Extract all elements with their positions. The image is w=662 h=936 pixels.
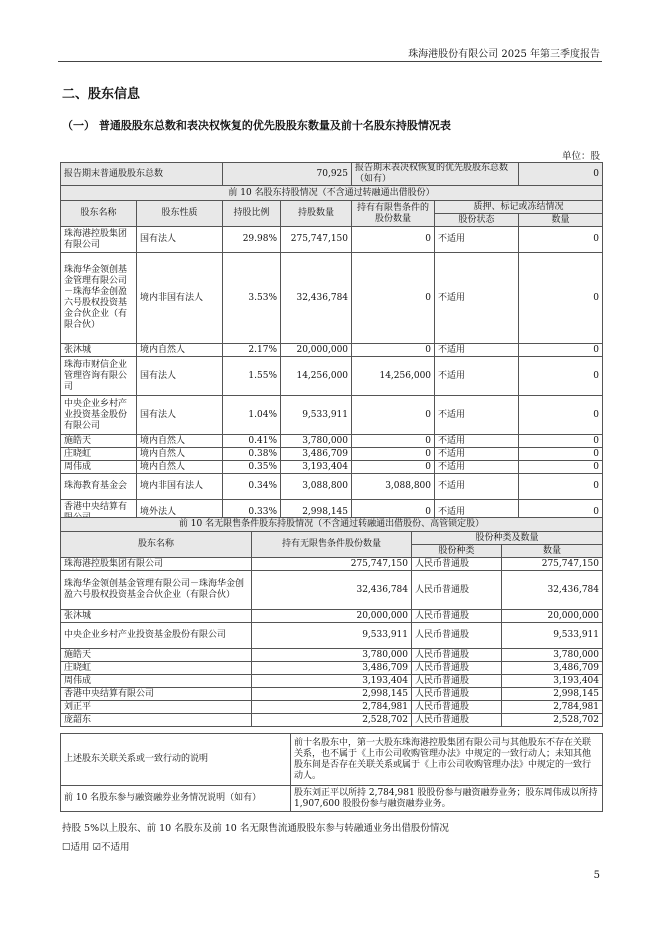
holder-ratio: 0.33% [223, 500, 281, 526]
holder-restricted: 0 [352, 448, 435, 461]
holder-ratio: 29.98% [223, 227, 281, 253]
col-header-count: 数量 [519, 214, 603, 227]
holder-name: 珠海教育基金会 [61, 474, 137, 500]
unrestricted-title: 前 10 名无限售条件股东持股情况（不含通过转融通出借股份、高管锁定股） [61, 518, 603, 532]
holder-restricted: 0 [352, 461, 435, 474]
section-title: 二、股东信息 [62, 87, 141, 102]
table-row [61, 396, 603, 435]
holder-ratio: 3.53% [223, 253, 281, 344]
share-count: 2,784,981 [502, 701, 603, 714]
holder-name: 珠海港控股集团有限公司 [61, 558, 252, 571]
share-count: 3,486,709 [502, 662, 603, 675]
share-type: 人民币普通股 [412, 662, 502, 675]
holder-status: 不适用 [435, 396, 519, 435]
table-row [61, 688, 603, 701]
share-count: 2,998,145 [502, 688, 603, 701]
relation-text: 前十名股东中，第一大股东珠海港控股集团有限公司与其他股东不存在关联关系，也不属于《上市公司收购管理办法》中规定的一致行动人；未知其他股东间是否存在关联关系或属于《上市公司收购管理办法》中规定的一致行动人。 [291, 734, 603, 786]
holder-count: 0 [519, 461, 603, 474]
holder-ratio: 1.55% [223, 357, 281, 396]
pref-holders-label: 报告期末表决权恢复的优先股股东总数（如有） [352, 163, 519, 186]
holder-status: 不适用 [435, 435, 519, 448]
col-header-qty: 持有无限售条件股份数量 [252, 532, 412, 558]
share-type: 人民币普通股 [412, 571, 502, 610]
share-type: 人民币普通股 [412, 610, 502, 623]
top10-shareholders-table [60, 162, 603, 526]
table-row [61, 610, 603, 623]
holder-name: 珠海港控股集团有限公司 [61, 227, 137, 253]
holder-status: 不适用 [435, 461, 519, 474]
table-row [61, 357, 603, 396]
holder-qty: 3,193,404 [252, 675, 412, 688]
holder-ratio: 0.35% [223, 461, 281, 474]
holder-name: 张沐城 [61, 344, 137, 357]
holder-name: 庞韶东 [61, 714, 252, 727]
share-type: 人民币普通股 [412, 649, 502, 662]
holder-status: 不适用 [435, 448, 519, 461]
table-row [61, 571, 603, 610]
col-header-restricted: 持有有限售条件的股份数量 [352, 201, 435, 227]
holder-nature: 国有法人 [137, 227, 223, 253]
holder-nature: 境内自然人 [137, 448, 223, 461]
col-header-status: 股份状态 [435, 214, 519, 227]
table-row [61, 558, 603, 571]
holder-name: 庄晓虹 [61, 662, 252, 675]
table-row [61, 662, 603, 675]
unit-label: 单位：股 [561, 151, 600, 162]
top10-title: 前 10 名股东持股情况（不含通过转融通出借股份） [61, 186, 603, 201]
share-count: 275,747,150 [502, 558, 603, 571]
holder-qty: 9,533,911 [281, 396, 352, 435]
holder-count: 0 [519, 227, 603, 253]
holder-count: 0 [519, 396, 603, 435]
col-header-name: 股东名称 [61, 532, 252, 558]
table-row [61, 474, 603, 500]
holder-name: 珠海华金领创基金管理有限公司－珠海华金创盈六号股权投资基金合伙企业（有限合伙） [61, 571, 252, 610]
holder-name: 施皓天 [61, 649, 252, 662]
holder-status: 不适用 [435, 357, 519, 396]
holder-status: 不适用 [435, 344, 519, 357]
holder-name: 周伟成 [61, 461, 137, 474]
col-header-ratio: 持股比例 [223, 201, 281, 227]
share-type: 人民币普通股 [412, 623, 502, 649]
pref-holders-value: 0 [519, 163, 603, 186]
holder-count: 0 [519, 448, 603, 461]
holder-qty: 32,436,784 [252, 571, 412, 610]
applicability-checkboxes: ☐适用 ☑不适用 [62, 842, 130, 853]
share-count: 20,000,000 [502, 610, 603, 623]
holder-qty: 2,784,981 [252, 701, 412, 714]
col-header-nature: 股东性质 [137, 201, 223, 227]
share-type: 人民币普通股 [412, 558, 502, 571]
holder-nature: 境内自然人 [137, 461, 223, 474]
holder-status: 不适用 [435, 500, 519, 526]
holder-count: 0 [519, 357, 603, 396]
share-count: 2,528,702 [502, 714, 603, 727]
holder-status: 不适用 [435, 227, 519, 253]
holder-qty: 3,193,404 [281, 461, 352, 474]
holder-qty: 2,998,145 [252, 688, 412, 701]
holder-nature: 境内非国有法人 [137, 253, 223, 344]
summary-row [61, 163, 603, 186]
margin-text: 股东刘正平以所持 2,784,981 股股份参与融资融券业务；股东周伟成以所持 1,907,600 股股份参与融资融券业务。 [291, 786, 603, 812]
holder-count: 0 [519, 435, 603, 448]
lending-note: 持股 5%以上股东、前 10 名股东及前 10 名无限售流通股股东参与转融通业务出借股份情况 [62, 823, 449, 834]
holder-qty: 3,088,800 [281, 474, 352, 500]
holder-qty: 3,780,000 [252, 649, 412, 662]
header-divider [58, 61, 602, 62]
holder-name: 香港中央结算有限公司 [61, 688, 252, 701]
holder-restricted: 3,088,800 [352, 474, 435, 500]
holder-restricted: 0 [352, 435, 435, 448]
col-header-name: 股东名称 [61, 201, 137, 227]
holder-qty: 3,780,000 [281, 435, 352, 448]
holder-qty: 275,747,150 [252, 558, 412, 571]
holder-restricted: 0 [352, 396, 435, 435]
holder-restricted: 0 [352, 227, 435, 253]
holder-qty: 275,747,150 [281, 227, 352, 253]
holder-ratio: 1.04% [223, 396, 281, 435]
table-row [61, 461, 603, 474]
holder-name: 中央企业乡村产业投资基金股份有限公司 [61, 396, 137, 435]
holder-ratio: 0.34% [223, 474, 281, 500]
table-row [61, 714, 603, 727]
share-type: 人民币普通股 [412, 675, 502, 688]
share-count: 32,436,784 [502, 571, 603, 610]
col-header-qty: 持股数量 [281, 201, 352, 227]
report-header: 珠海港股份有限公司 2025 年第三季度报告 [408, 49, 600, 60]
holder-name: 中央企业乡村产业投资基金股份有限公司 [61, 623, 252, 649]
share-type: 人民币普通股 [412, 688, 502, 701]
share-count: 9,533,911 [502, 623, 603, 649]
share-type: 人民币普通股 [412, 701, 502, 714]
col-header-count: 数量 [502, 545, 603, 558]
holder-status: 不适用 [435, 474, 519, 500]
table-row [61, 701, 603, 714]
margin-label: 前 10 名股东参与融资融券业务情况说明（如有） [61, 786, 291, 812]
holder-name: 珠海华金领创基金管理有限公司－珠海华金创盈六号股权投资基金合伙企业（有限合伙） [61, 253, 137, 344]
holder-name: 周伟成 [61, 675, 252, 688]
holder-qty: 32,436,784 [281, 253, 352, 344]
holder-qty: 20,000,000 [252, 610, 412, 623]
col-header-type: 股份种类 [412, 545, 502, 558]
holder-restricted: 0 [352, 253, 435, 344]
holder-name: 张沐城 [61, 610, 252, 623]
holder-name: 施皓天 [61, 435, 137, 448]
subsection-title: （一） 普通股股东总数和表决权恢复的优先股股东数量及前十名股东持股情况表 [62, 119, 451, 132]
table-row [61, 649, 603, 662]
holder-qty: 3,486,709 [281, 448, 352, 461]
table-row [61, 344, 603, 357]
holder-nature: 境内自然人 [137, 344, 223, 357]
col-header-type-group: 股份种类及数量 [412, 532, 603, 545]
table-row [61, 675, 603, 688]
holder-ratio: 2.17% [223, 344, 281, 357]
holder-qty: 14,256,000 [281, 357, 352, 396]
holder-qty: 9,533,911 [252, 623, 412, 649]
holder-qty: 3,486,709 [252, 662, 412, 675]
holder-nature: 境内自然人 [137, 435, 223, 448]
holder-count: 0 [519, 253, 603, 344]
total-holders-value: 70,925 [223, 163, 352, 186]
holder-qty: 2,528,702 [252, 714, 412, 727]
holder-nature: 境外法人 [137, 500, 223, 526]
table-row [61, 623, 603, 649]
holder-qty: 2,998,145 [281, 500, 352, 526]
holder-restricted: 0 [352, 500, 435, 526]
holder-name: 香港中央结算有 [61, 500, 137, 526]
holder-count: 0 [519, 474, 603, 500]
holder-restricted: 14,256,000 [352, 357, 435, 396]
holder-nature: 国有法人 [137, 357, 223, 396]
table-row [61, 227, 603, 253]
total-holders-label: 报告期末普通股股东总数 [61, 163, 223, 186]
holder-restricted: 0 [352, 344, 435, 357]
table-row [61, 253, 603, 344]
holder-ratio: 0.41% [223, 435, 281, 448]
table-row [61, 435, 603, 448]
col-header-pledge: 质押、标记或冻结情况 [435, 201, 603, 214]
share-count: 3,780,000 [502, 649, 603, 662]
page-number: 5 [593, 870, 600, 881]
relation-label: 上述股东关联关系或一致行动的说明 [61, 734, 291, 786]
holder-count: 0 [519, 344, 603, 357]
holder-name: 庄晓虹 [61, 448, 137, 461]
holder-name: 刘正平 [61, 701, 252, 714]
holder-status: 不适用 [435, 253, 519, 344]
holder-count: 0 [519, 500, 603, 526]
holder-nature: 境内非国有法人 [137, 474, 223, 500]
holder-qty: 20,000,000 [281, 344, 352, 357]
share-count: 3,193,404 [502, 675, 603, 688]
holder-nature: 国有法人 [137, 396, 223, 435]
notes-table [60, 733, 603, 812]
holder-name: 珠海市财信企业管理咨询有限公司 [61, 357, 137, 396]
share-type: 人民币普通股 [412, 714, 502, 727]
unrestricted-shareholders-table [60, 517, 603, 727]
holder-ratio: 0.38% [223, 448, 281, 461]
table-row [61, 448, 603, 461]
